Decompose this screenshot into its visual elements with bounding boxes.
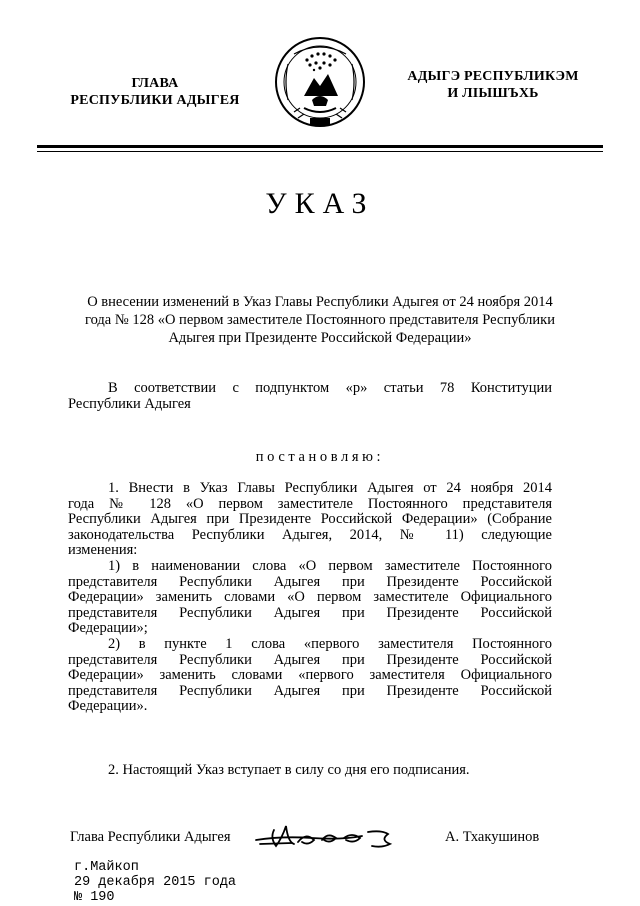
subitem-line: 1) в наименовании слова «О первом заместителе Постоянного — [108, 557, 552, 574]
handwritten-signature-icon — [252, 818, 402, 858]
issuer-title-line: РЕСПУБЛИКИ АДЫГЕЯ — [70, 93, 240, 108]
coat-of-arms-icon — [274, 34, 366, 134]
subitem-line: Федерации». — [68, 698, 148, 715]
item-2: 2. Настоящий Указ вступает в силу со дня его подписания. — [108, 762, 470, 778]
signatory-name: А. Тхакушинов — [445, 829, 540, 845]
issue-place: г.Майкоп — [74, 860, 139, 875]
issuer-title-russian — [40, 75, 270, 109]
issue-date: 29 декабря 2015 года — [74, 875, 237, 890]
item-line: Республики Адыгея при Президенте Российской Федерации» (Собрание — [68, 511, 552, 528]
decree-word: постановляю: — [255, 449, 385, 465]
subitem-line: представителя Республики Адыгея при Президенте Российской — [68, 651, 552, 668]
preamble-line: Республики Адыгея — [68, 395, 191, 412]
item-line: законодательства Республики Адыгея, 2014, № 11) следующие — [68, 526, 552, 543]
decree-items — [68, 481, 552, 715]
issuer-title-line: И ЛІЫШЪХЬ — [447, 86, 539, 101]
issuer-title-line: АДЫГЭ РЕСПУБЛИКЭМ — [407, 69, 579, 84]
subitem-line: Федерации»; — [68, 620, 148, 637]
item-line: года № 128 «О первом заместителе Постоянного представителя — [68, 495, 552, 512]
issuer-title-adyghe — [378, 68, 608, 102]
signatory-role: Глава Республики Адыгея — [70, 829, 231, 845]
subitem-line: Федерации» заменить словами «О первом заместителе Официального — [68, 589, 552, 606]
subitem-line: представителя Республики Адыгея при Президенте Российской — [68, 682, 552, 699]
subitem-line: представителя Республики Адыгея при Президенте Российской — [68, 573, 552, 590]
subitem-line: представителя Республики Адыгея при Президенте Российской — [68, 604, 552, 621]
preamble-line: В соответствии с подпунктом «р» статьи 78 Конституции — [108, 380, 552, 396]
preamble — [68, 381, 552, 412]
subitem-line: 2) в пункте 1 слова «первого заместителя Постоянного — [108, 635, 552, 652]
header-rule-thick — [37, 145, 603, 148]
document-title: УКАЗ — [265, 187, 375, 220]
header-rule-thin — [37, 151, 603, 152]
decree-number: № 190 — [74, 890, 115, 905]
item-line: 1. Внести в Указ Главы Республики Адыгея от 24 ноября 2014 — [108, 480, 552, 496]
issuer-title-line: ГЛАВА — [131, 76, 179, 91]
subitem-line: Федерации» заменить словами «первого заместителя Официального — [68, 667, 552, 684]
item-line: изменения: — [68, 542, 138, 559]
document-subject: О внесении изменений в Указ Главы Республики Адыгея от 24 ноября 2014 года № 128 «О первом заместителе Постоянного представителя Республики Адыгея при Президенте Российской Федерации» — [85, 294, 555, 346]
